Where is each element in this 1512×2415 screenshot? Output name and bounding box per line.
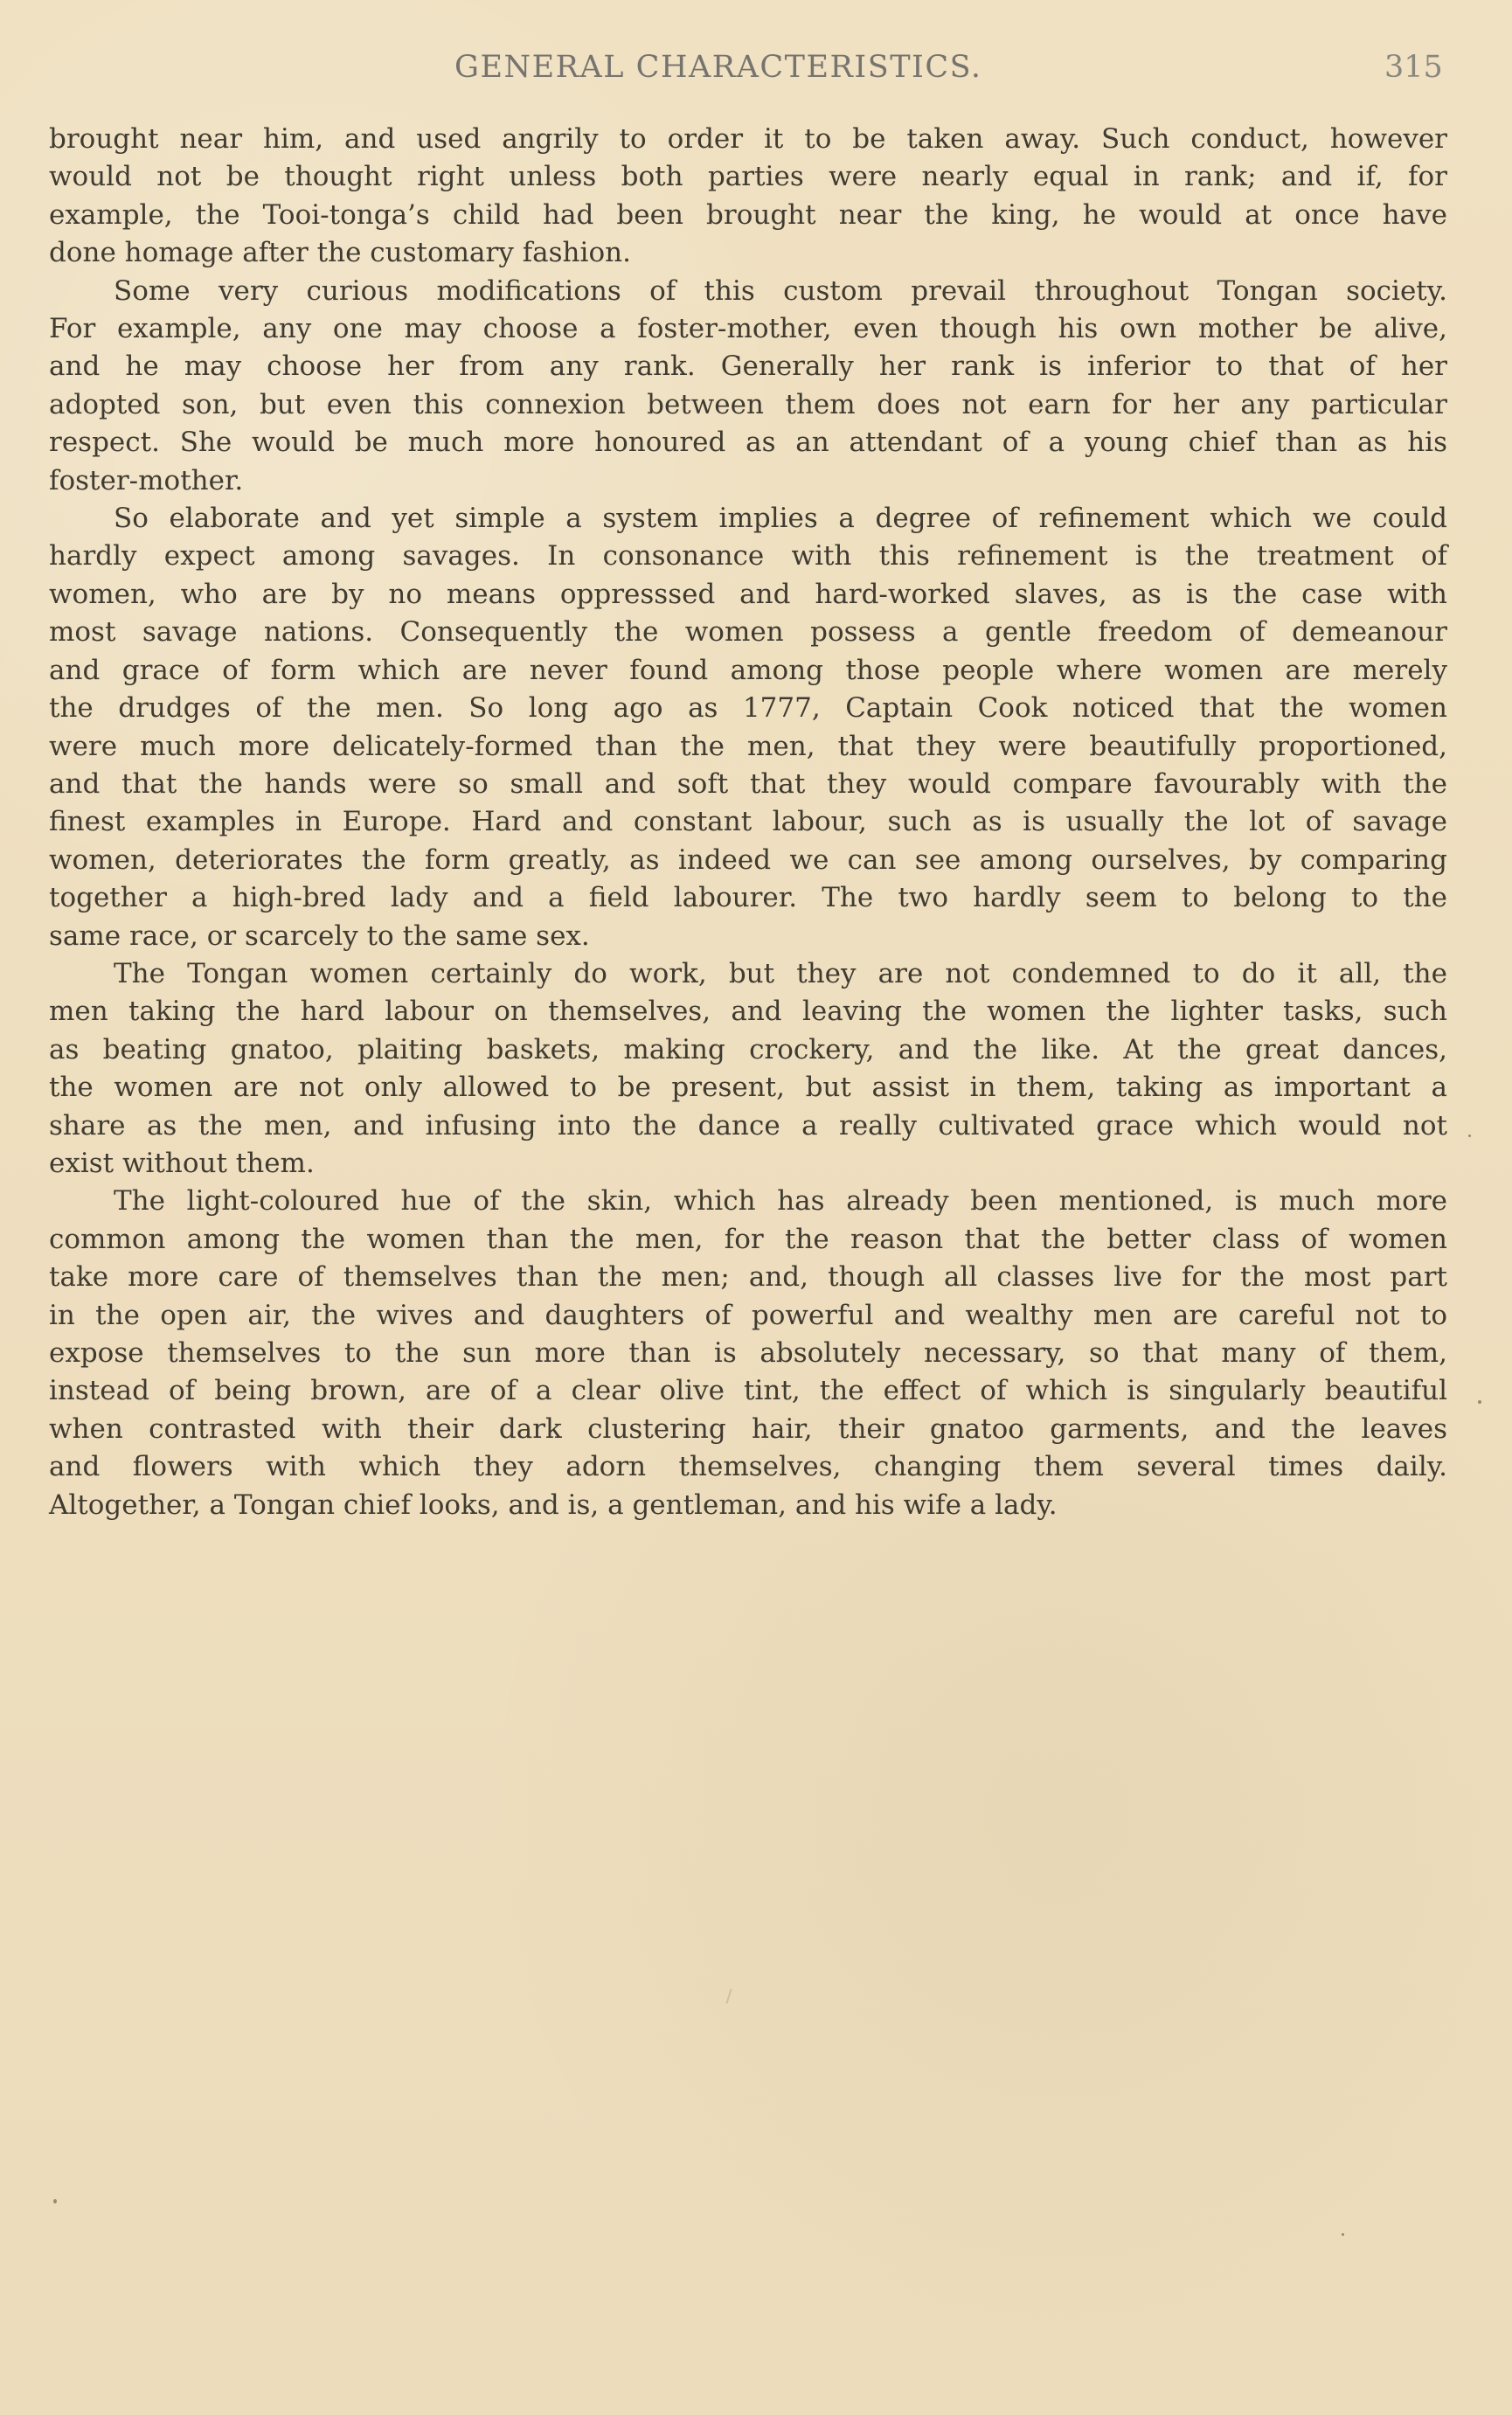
text-line: same race, or scarcely to the same sex. [49, 920, 590, 952]
paper-speck [53, 2199, 57, 2203]
text-line: as beating gnatoo, plaiting baskets, making crockery, and the like. At the great dances, [49, 1033, 1447, 1065]
body-text [49, 121, 1447, 1524]
text-line: men taking the hard labour on themselves, and leaving the women the lighter tasks, such [49, 996, 1447, 1028]
text-line: when contrasted with their dark clustering hair, their gnatoo garments, and the leaves [49, 1412, 1447, 1445]
text-line: women, who are by no means oppresssed and hard-worked slaves, as is the case with [49, 578, 1447, 610]
text-line: hardly expect among savages. In consonance with this refinement is the treatment of [49, 540, 1447, 573]
text-line: done homage after the customary fashion. [49, 237, 631, 269]
paper-speck [1478, 1400, 1481, 1404]
text-line: finest examples in Europe. Hard and constant labour, such as is usually the lot of savage [49, 806, 1447, 838]
running-head: GENERAL CHARACTERISTICS. [454, 50, 982, 85]
paragraph-first-line: The Tongan women certainly do work, but they are not condemned to do it all, the [114, 957, 1447, 989]
text-line: the drudges of the men. So long ago as 1777, Captain Cook noticed that the women [49, 692, 1447, 725]
text-line: in the open air, the wives and daughters of powerful and wealthy men are careful not to [49, 1299, 1447, 1331]
text-line: foster-mother. [49, 464, 244, 496]
text-line: and flowers with which they adorn themselves, changing them several times daily. [49, 1451, 1447, 1483]
text-line: respect. She would be much more honoured as an attendant of a young chief than as his [49, 427, 1447, 459]
paper-speck [725, 1988, 732, 2004]
text-line: would not be thought right unless both parties were nearly equal in rank; and if, for [49, 161, 1447, 193]
text-line: expose themselves to the sun more than is absolutely necessary, so that many of them, [49, 1337, 1447, 1369]
paper-speck [1342, 2233, 1344, 2236]
text-line: instead of being brown, are of a clear olive tint, the effect of which is singularly beautiful [49, 1375, 1447, 1407]
text-line: share as the men, and infusing into the dance a really cultivated grace which would not [49, 1109, 1447, 1142]
text-line: together a high-bred lady and a field labourer. The two hardly seem to belong to the [49, 882, 1447, 914]
text-line: common among the women than the men, for the reason that the better class of women [49, 1223, 1447, 1255]
text-line: brought near him, and used angrily to order it to be taken away. Such conduct, however [49, 123, 1447, 155]
text-line: exist without them. [49, 1147, 315, 1179]
text-line: were much more delicately-formed than the men, that they were beautifully proportioned, [49, 730, 1447, 762]
page-header [0, 45, 1512, 98]
paragraph-first-line: So elaborate and yet simple a system implies a degree of refinement which we could [114, 503, 1447, 535]
text-line: example, the Tooi-tonga’s child had been brought near the king, he would at once have [49, 198, 1447, 231]
text-line: and he may choose her from any rank. Generally her rank is inferior to that of her [49, 350, 1447, 383]
text-line: and grace of form which are never found among those people where women are merely [49, 654, 1447, 686]
paragraph-first-line: Some very curious modifications of this custom prevail throughout Tongan society. [114, 274, 1447, 307]
paragraph-first-line: The light-coloured hue of the skin, which has already been mentioned, is much more [114, 1185, 1447, 1218]
text-line: For example, any one may choose a foster-mother, even though his own mother be alive, [49, 313, 1447, 345]
text-line: and that the hands were so small and soft that they would compare favourably with the [49, 767, 1447, 800]
paper-speck [1468, 1135, 1471, 1137]
text-line: Altogether, a Tongan chief looks, and is, a gentleman, and his wife a lady. [49, 1489, 1058, 1521]
text-line: adopted son, but even this connexion between them does not earn for her any particular [49, 388, 1447, 420]
text-line: the women are not only allowed to be present, but assist in them, taking as important a [49, 1072, 1447, 1104]
text-line: most savage nations. Consequently the women possess a gentle freedom of demeanour [49, 616, 1447, 649]
page-number: 315 [1384, 50, 1443, 85]
text-line: take more care of themselves than the men; and, though all classes live for the most part [49, 1261, 1447, 1294]
text-line: women, deteriorates the form greatly, as indeed we can see among ourselves, by comparing [49, 843, 1447, 876]
